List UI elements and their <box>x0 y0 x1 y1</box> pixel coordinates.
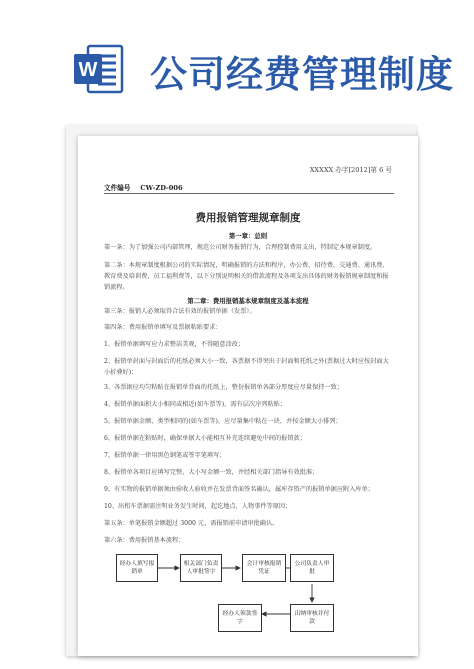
list-item: 8、报销单各项目应填写完整，大小写金额一致，并经相关部门指导有效批准； <box>104 469 319 476</box>
word-document-icon <box>72 42 126 96</box>
list-item: 3、各票据应均匀粘贴在报销单背面的托纸上，整份报销单各部分厚度应尽量保持一致； <box>104 384 344 391</box>
word-logo-letter: W <box>78 59 98 81</box>
chapter-heading-1: 第一章：总则 <box>228 232 268 240</box>
article-1: 第一条：为了加强公司内部管理，规范公司财务报销行为，合理控制费用支出，特制定本规章制度。 <box>104 244 377 251</box>
flow-node-applicant: 经办人填写报销单 <box>116 554 158 582</box>
list-item: 1、报销单据填写应力求整洁美观，不得随意涂改； <box>104 341 245 348</box>
flow-node-accounting-review: 会计审核报销凭证 <box>242 554 286 582</box>
document-title: 费用报销管理规章制度 <box>195 212 301 224</box>
flow-node-cashier-payment: 出纳审核并付款 <box>290 604 334 632</box>
article-6: 第六条：费用报销基本流程： <box>104 537 185 544</box>
document-number: XXXXX 办字[2012]第 6 号 <box>309 166 392 174</box>
list-item: 9、有实物的报销单据须由验收人验收并在发票背面签名确认，属库存资产的报销单据应附入库单； <box>104 486 374 493</box>
file-number <box>104 182 183 192</box>
list-item: 7、报销单据一律用黑色钢笔或签字笔填写； <box>104 452 226 459</box>
file-number-label: 文件编号 <box>104 184 131 192</box>
banner-title: 公司经费管理制度 <box>150 53 454 96</box>
list-item: 5、报销单据金额、类型相同的(如车票等)，应尽量集中粘在一块，并按金额大小排列； <box>104 418 342 425</box>
document-page <box>78 136 418 656</box>
article-2: 第二条：本规章制度根据公司的实际情况，明确报销的方法和程序，办公费、招待费、交通费、通讯费、教育费及培训费、员工福利费等，以下分别说明相关的借款流程及各项支出具体的财务报销规章制度和报销流程。 <box>104 262 389 291</box>
list-item: 10、出租车票据需注明业务发生时间，起讫地点，人物事件等原因； <box>104 503 292 510</box>
header-divider <box>104 193 394 194</box>
article-3: 第三条：报销人必须取得合法有效的报销单据（发票）。 <box>104 308 256 315</box>
file-number-value: CW-ZD-006 <box>140 184 183 192</box>
list-item: 6、报销单据在粘贴时，确保单据大小能相互补充连续避免中间的报销款； <box>104 435 306 442</box>
article-4: 第四条：费用报销单填写及票据粘贴要求： <box>104 324 222 331</box>
flow-node-dept-approval: 相关部门负责人审批签字 <box>180 554 222 582</box>
list-item: 2、报销单封面与封面后的托纸必须大小一致，各票据不得突出于封面和托纸之外(票据过大时应按封面大小折叠好)； <box>104 358 389 376</box>
flow-node-manager-approval: 公司负责人审批 <box>290 554 334 582</box>
chapter-heading-2: 第二章：费用报销基本规章制度及基本流程 <box>187 297 309 305</box>
list-item: 4、报销单据面积大小相同或相近(如车票等)，需有层次序列粘贴； <box>104 401 287 408</box>
article-5: 第五条：单笔报销金额超过 3000 元，需报销前申请审批确认。 <box>104 520 279 527</box>
flow-node-receipt-sign: 经办人领款签字 <box>218 604 262 632</box>
banner <box>0 0 474 118</box>
